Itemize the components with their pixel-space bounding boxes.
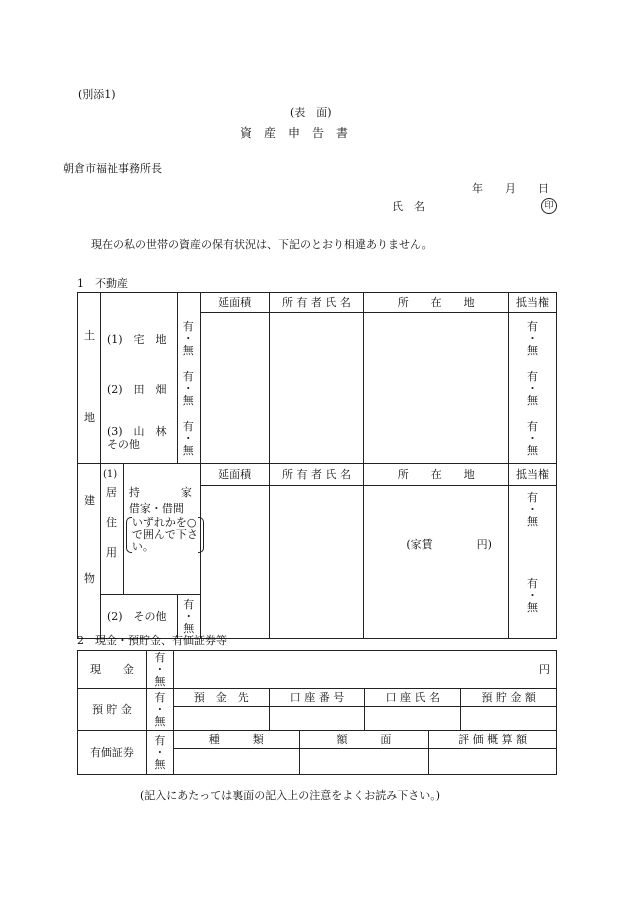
- land-mortgage-column: [509, 313, 557, 464]
- securities-valuation-input[interactable]: [429, 749, 557, 775]
- cash-amount-input[interactable]: [173, 651, 556, 689]
- building-col-location: 所 在 地: [364, 464, 509, 486]
- land-row-forest: (3) 山 林 その他: [106, 425, 167, 451]
- land-label-cell: 土 地: [78, 293, 101, 464]
- name-label: 氏 名: [392, 200, 425, 213]
- land-mortgage-3: 有 ・ 無: [527, 420, 539, 457]
- footer-note: (記入にあたっては裏面の記入上の注意をよくお読み下さい。): [140, 789, 441, 802]
- land-owner-input[interactable]: [269, 313, 364, 464]
- building-table: [77, 463, 557, 639]
- building-owner-input[interactable]: [269, 486, 364, 639]
- assets-table: [77, 650, 557, 775]
- land-location-input[interactable]: [364, 313, 509, 464]
- securities-face-value-input[interactable]: [299, 749, 429, 775]
- section2-heading: 2 現金・預貯金、有価証券等: [77, 634, 227, 647]
- building-area-input[interactable]: [200, 486, 269, 639]
- deposits-col-account-number: 口 座 番 号: [269, 689, 365, 707]
- building-col-mortgage: 抵当権: [509, 464, 557, 486]
- yen-unit: 円: [539, 663, 550, 676]
- deposits-amount-input[interactable]: [461, 707, 557, 731]
- land-area-input[interactable]: [200, 313, 269, 464]
- building-label-cell: 建 物: [78, 464, 101, 639]
- cash-yesno: 有 ・ 無: [146, 651, 173, 689]
- seal-mark: 印: [541, 198, 557, 214]
- deposits-col-account-name: 口 座 氏 名: [365, 689, 461, 707]
- side-label: (表 面): [290, 106, 332, 119]
- land-col-location: 所 在 地: [364, 293, 509, 313]
- section1-heading: 1 不動産: [77, 277, 128, 290]
- land-row-residential: (1) 宅 地: [106, 333, 167, 346]
- land-yesno-2: 有 ・ 無: [182, 370, 194, 407]
- securities-col-type: 種 類: [173, 731, 299, 749]
- land-row-field: (2) 田 畑: [106, 383, 167, 396]
- cash-label: 現 金: [78, 651, 147, 689]
- document-title: 資 産 申 告 書: [240, 126, 349, 140]
- rental: 借家・借間: [128, 502, 184, 515]
- deposits-col-bank: 預 金 先: [173, 689, 269, 707]
- building-col-owner: 所 有 者 氏 名: [269, 464, 364, 486]
- addressee: 朝倉市福祉事務所長: [63, 162, 162, 175]
- land-yesno-1: 有 ・ 無: [182, 320, 194, 357]
- deposits-yesno: 有 ・ 無: [146, 689, 173, 731]
- residence-type-cell: [123, 464, 200, 595]
- land-mortgage-2: 有 ・ 無: [527, 370, 539, 407]
- land-col-mortgage: 抵当権: [509, 293, 557, 313]
- attachment-label: (別添1): [78, 88, 116, 101]
- rent-note: (家賃 円): [406, 538, 492, 551]
- other-building-label: (2) その他: [100, 595, 177, 639]
- building-location-input[interactable]: [364, 486, 509, 639]
- deposits-account-number-input[interactable]: [269, 707, 365, 731]
- securities-type-input[interactable]: [173, 749, 299, 775]
- securities-col-face-value: 額 面: [299, 731, 429, 749]
- land-type-column: [100, 293, 177, 464]
- building-mortgage-2: 有 ・ 無: [527, 577, 539, 614]
- land-yesno-column: [177, 293, 200, 464]
- deposits-col-amount: 預 貯 金 額: [461, 689, 557, 707]
- land-table: [77, 292, 557, 464]
- deposits-bank-input[interactable]: [173, 707, 269, 731]
- declaration-text: 現在の私の世帯の資産の保有状況は、下記のとおり相違ありません。: [91, 238, 433, 251]
- building-col-area: 延面積: [200, 464, 269, 486]
- building-mortgage-column: [509, 486, 557, 639]
- securities-label: 有価証券: [78, 731, 147, 775]
- land-yesno-3: 有 ・ 無: [182, 420, 194, 457]
- other-building-yesno: 有 ・ 無: [177, 595, 200, 639]
- circle-note: いずれかを○で囲んで下さい。: [126, 517, 204, 553]
- own-house: 持 家: [128, 486, 194, 499]
- residence-label-cell: (1) 居 住 用: [100, 464, 123, 595]
- land-mortgage-1: 有 ・ 無: [527, 320, 539, 357]
- date-label: 年 月 日: [472, 182, 549, 195]
- deposits-account-name-input[interactable]: [365, 707, 461, 731]
- land-col-area: 延面積: [200, 293, 269, 313]
- building-mortgage-1: 有 ・ 無: [527, 491, 539, 528]
- deposits-label: 預 貯 金: [78, 689, 147, 731]
- securities-yesno: 有 ・ 無: [146, 731, 173, 775]
- securities-col-valuation: 評 価 概 算 額: [429, 731, 557, 749]
- land-col-owner: 所 有 者 氏 名: [269, 293, 364, 313]
